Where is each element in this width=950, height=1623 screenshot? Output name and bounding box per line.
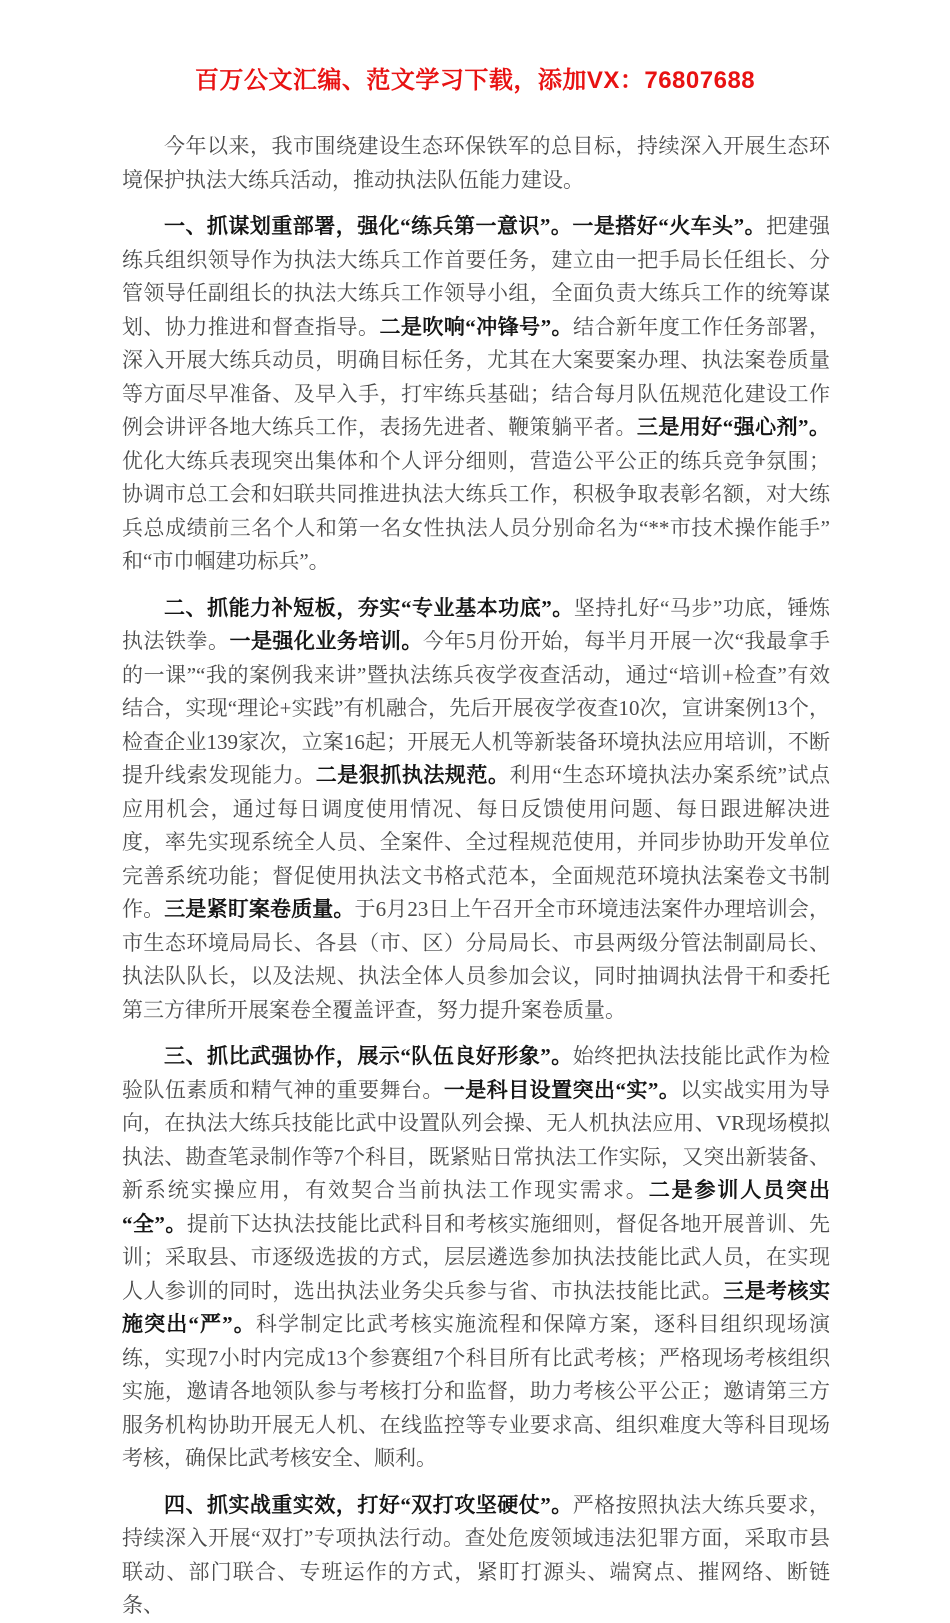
document-body — [122, 130, 830, 1623]
text-run: 于6月23日上午召开全市环境违法案件办理培训会，市生态环境局局长、各县（市、区）分局局长、市县两级分管法制副局长、执法队队长，以及法规、执法全体人员参加会议，同时抽调执法骨干和委托第三方律所开展案卷全覆盖评查，努力提升案卷质量。 — [122, 897, 831, 1022]
text-run: 始终把执法技能比武作为检验队伍素质和精气神的重要舞台。 — [122, 1044, 831, 1102]
bold-heading-run: 三是紧盯案卷质量。 — [164, 897, 355, 921]
bold-heading-run: 二是吹响“冲锋号”。 — [379, 314, 574, 339]
text-run: 把建强练兵组织领导作为执法大练兵工作首要任务，建立由一把手局长任组长、分管领导任副组长的执法大练兵工作领导小组，全面负责大练兵工作的统筹谋划、协力推进和督查指导。 — [122, 214, 830, 339]
text-run: 以实战实用为导向，在执法大练兵技能比武中设置队列会操、无人机执法应用、VR现场模拟执法、勘查笔录制作等7个科目，既紧贴日常执法工作实际，又突出新装备、新系统实操应用，有效契合当前执法工作现实需求。 — [122, 1077, 831, 1202]
text-run: 利用“生态环境执法办案系统”试点应用机会，通过每日调度使用情况、每日反馈使用问题、每日跟进解决进度，率先实现系统全人员、全案件、全过程规范使用，并同步协助开发单位完善系统功能；督促使用执法文书格式范本，全面规范环境执法案卷文书制作。 — [122, 763, 830, 921]
text-run: 提前下达执法技能比武科目和考核实施细则，督促各地开展普训、先训；采取县、市逐级选拔的方式，层层遴选参加执法技能比武人员，在实现人人参训的同时，选出执法业务尖兵参与省、市执法技能比武。 — [122, 1211, 831, 1303]
bold-heading-run: 一是强化业务培训。 — [229, 629, 423, 653]
text-run: 优化大练兵表现突出集体和个人评分细则，营造公平公正的练兵竞争氛围；协调市总工会和妇联共同推进执法大练兵工作，积极争取表彰名额，对大练兵总成绩前三名个人和第一名女性执法人员分别命名为“**市技术操作能手”和“市巾帼建功标兵”。 — [122, 448, 830, 573]
text-run: 结合新年度工作任务部署，深入开展大练兵动员，明确目标任务，尤其在大案要案办理、执法案卷质量等方面尽早准备、及早入手，打牢练兵基础；结合每月队伍规范化建设工作例会讲评各地大练兵工作，表扬先进者、鞭策躺平者。 — [122, 314, 831, 439]
bold-heading-run: 三是考核实施突出“严”。 — [122, 1278, 830, 1336]
bold-heading-run: 一是科目设置突出“实”。 — [443, 1077, 681, 1102]
text-run: 今年以来，我市围绕建设生态环保铁军的总目标，持续深入开展生态环境保护执法大练兵活动，推动执法队伍能力建设。 — [122, 134, 830, 192]
bold-heading-run: 二是参训人员突出“全”。 — [122, 1178, 831, 1236]
bold-heading-run: 三、抓比武强协作，展示“队伍良好形象”。 — [164, 1044, 573, 1068]
text-run: 科学制定比武考核实施流程和保障方案，逐科目组织现场演练，实现7小时内完成13个参赛组7个科目所有比武考核；严格现场考核组织实施，邀请各地领队参与考核打分和监督，助力考核公平公正；邀请第三方服务机构协助开展无人机、在线监控等专业要求高、组织难度大等科目现场考核，确保比武考核安全、顺利。 — [122, 1312, 830, 1470]
bold-heading-run: 三是用好“强心剂”。 — [636, 415, 831, 439]
bold-heading-run: 一、抓谋划重部署，强化“练兵第一意识”。一是搭好“火车头”。 — [164, 214, 767, 238]
text-run: 坚持扎好“马步”功底，锤炼执法铁拳。 — [122, 595, 831, 653]
paragraph — [122, 592, 830, 1028]
promo-banner-text: 百万公文汇编、范文学习下载，添加VX：76807688 — [194, 67, 756, 94]
bold-heading-run: 二、抓能力补短板，夯实“专业基本功底”。 — [164, 595, 574, 620]
paragraph — [122, 1040, 830, 1476]
text-run: 严格按照执法大练兵要求，持续深入开展“双打”专项执法行动。查处危废领域违法犯罪方面，采取市县联动、部门联合、专班运作的方式，紧盯打源头、端窝点、摧网络、断链条、 — [122, 1492, 831, 1617]
text-run: 今年5月份开始，每半月开展一次“我最拿手的一课”“我的案例我来讲”暨执法练兵夜学夜查活动，通过“培训+检查”有效结合，实现“理论+实践”有机融合，先后开展夜学夜查10次，宣讲案例13个，检查企业139家次，立案16起；开展无人机等新装备环境执法应用培训，不断提升线索发现能力。 — [122, 629, 831, 787]
paragraph — [122, 1489, 830, 1623]
bold-heading-run: 二是狠抓执法规范。 — [315, 763, 510, 787]
paragraph — [122, 130, 830, 197]
paragraph — [122, 210, 830, 579]
bold-heading-run: 四、抓实战重实效，打好“双打攻坚硬仗”。 — [164, 1492, 573, 1517]
